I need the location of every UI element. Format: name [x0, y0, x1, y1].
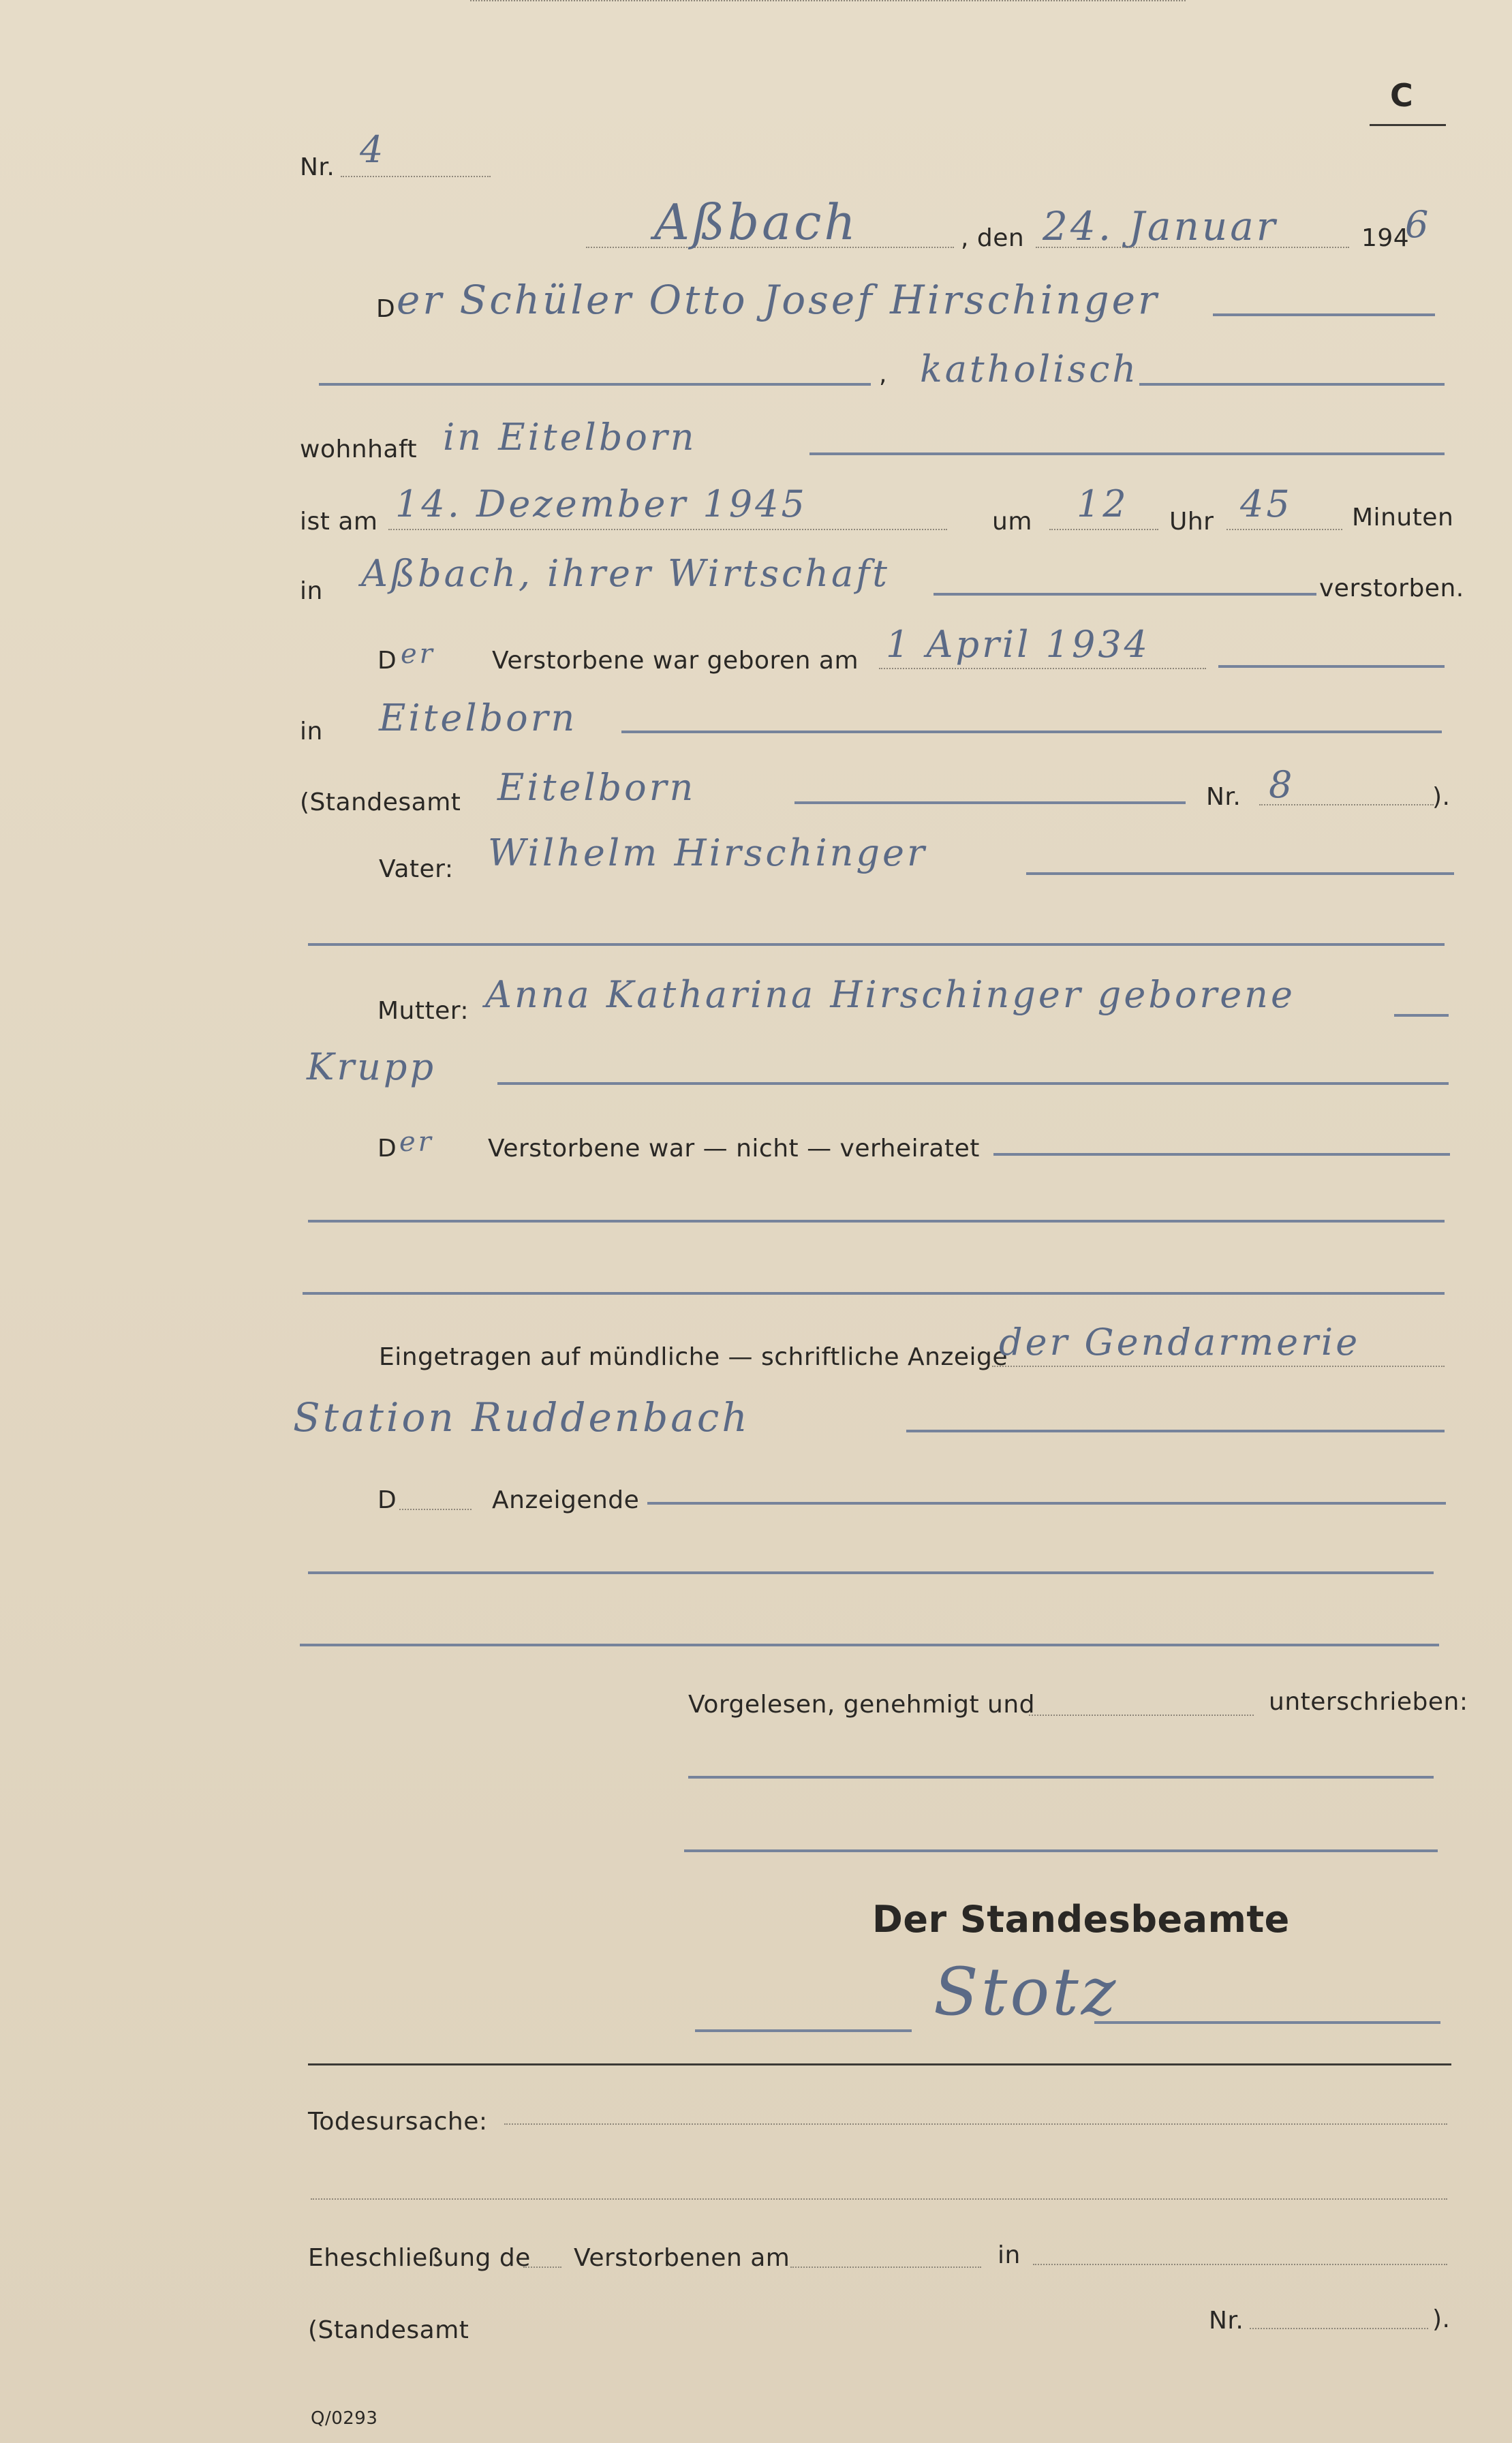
section-separator: [308, 2063, 1451, 2065]
married-line-2: [308, 1220, 1445, 1223]
nr-dots: [341, 176, 491, 177]
nr-entry: 4: [360, 128, 386, 171]
anzeige-entry: der Gendarmerie: [999, 1321, 1361, 1364]
standesamt2-dots: [470, 0, 1186, 1]
anzeige-line-2: [906, 1430, 1445, 1432]
verstorbene-geboren-label: Verstorbene war geboren am: [492, 647, 859, 675]
close-paren: ).: [1432, 783, 1451, 811]
death-day-entry: 14. Dezember 1945: [395, 482, 807, 525]
married-prefix-entry: er: [399, 1126, 434, 1158]
married-line: [993, 1153, 1450, 1156]
in-label-3: in: [998, 2241, 1021, 2269]
death-place-line: [934, 593, 1316, 596]
birth-nr-entry: 8: [1269, 763, 1295, 806]
eheschliessung-label: Eheschließung de: [308, 2244, 531, 2272]
vater-label: Vater:: [379, 855, 454, 883]
todesursache-dots: [504, 2123, 1447, 2125]
mother-line-2: [497, 1082, 1449, 1085]
in-label: in: [300, 577, 323, 605]
anzeige-entry-2: Station Ruddenbach: [293, 1394, 750, 1441]
nr-label-3: Nr.: [1209, 2307, 1244, 2335]
date-entry: 24. Januar: [1043, 203, 1278, 249]
anzeige-dots: [992, 1366, 1445, 1367]
form-code: Q/0293: [311, 2408, 378, 2429]
d-suffix-entry: er: [401, 639, 435, 670]
religion-entry: katholisch: [920, 348, 1139, 390]
anzeigende-line: [647, 1502, 1446, 1505]
year-suffix-entry: 6: [1405, 203, 1432, 246]
signature-line-2: [684, 1849, 1438, 1852]
father-line: [1026, 872, 1454, 875]
todesursache-dots-2: [311, 2198, 1447, 2200]
mother-entry-2: Krupp: [307, 1045, 437, 1088]
person-entry: er Schüler Otto Josef Hirschinger: [397, 277, 1160, 323]
hour-entry: 12: [1077, 482, 1129, 525]
standesamt-label-2: (Standesamt: [308, 2316, 469, 2344]
religion-comma: ,: [879, 360, 887, 388]
person-line: [1213, 313, 1435, 316]
year-prefix: 194: [1361, 224, 1410, 252]
eingetragen-label: Eingetragen auf mündliche — schriftliche Anzeige: [379, 1343, 1008, 1371]
standesbeamte-label: Der Standesbeamte: [872, 1898, 1290, 1941]
mother-entry: Anna Katharina Hirschinger geborene: [485, 973, 1295, 1016]
vorgelesen-label: Vorgelesen, genehmigt und: [688, 1691, 1036, 1719]
wohnhaft-label: wohnhaft: [300, 435, 418, 463]
birth-nr-dots: [1259, 804, 1434, 805]
anzeigende-dots: [399, 1509, 472, 1510]
birth-date-entry: 1 April 1934: [886, 623, 1151, 666]
form-letter-underline: [1370, 124, 1446, 126]
nr-label-2: Nr.: [1206, 783, 1241, 811]
birth-place-entry: Eitelborn: [379, 696, 578, 739]
standesbeamte-line-right: [1094, 2021, 1440, 2024]
todesursache-label: Todesursache:: [308, 2108, 488, 2136]
eheschliessung-dots: [523, 2267, 561, 2268]
unterschrieben-label: unterschrieben:: [1269, 1688, 1468, 1716]
vorgelesen-dots: [1029, 1715, 1254, 1716]
close-paren-2: ).: [1432, 2305, 1451, 2333]
den-label: , den: [961, 224, 1025, 252]
d-prefix-4: D: [377, 1486, 397, 1514]
birth-place-line: [621, 731, 1442, 733]
in-label-2: in: [300, 718, 323, 746]
verstorbenen-am-label: Verstorbenen am: [574, 2244, 790, 2272]
mutter-label: Mutter:: [377, 997, 469, 1025]
religion-line-left: [319, 383, 871, 386]
standesbeamte-line-left: [695, 2029, 912, 2032]
anzeigende-label: Anzeigende: [492, 1486, 640, 1514]
death-place-entry: Aßbach, ihrer Wirtschaft: [361, 552, 890, 595]
birth-standesamt-entry: Eitelborn: [497, 766, 696, 809]
father-entry: Wilhelm Hirschinger: [488, 831, 927, 874]
verstorbenen-am-dots: [790, 2267, 981, 2268]
um-label: um: [992, 508, 1032, 536]
death-day-dots: [388, 529, 947, 530]
minute-entry: 45: [1240, 482, 1293, 525]
nr3-dots: [1250, 2328, 1428, 2329]
signature-line-1: [688, 1776, 1434, 1779]
verheiratet-label: Verstorbene war — nicht — verheiratet: [488, 1135, 980, 1163]
father-line-2: [308, 943, 1445, 946]
birth-date-line: [1218, 665, 1445, 668]
minute-dots: [1226, 529, 1342, 530]
birth-date-dots: [879, 668, 1206, 669]
wohnhaft-entry: in Eitelborn: [443, 416, 697, 459]
d-prefix-3: D: [377, 1135, 397, 1163]
verstorben-label: verstorben.: [1319, 574, 1464, 602]
wohnhaft-line: [809, 452, 1445, 455]
d-prefix: D: [376, 295, 396, 323]
eheschliessung-place-dots: [1033, 2264, 1447, 2265]
married-line-3: [303, 1292, 1445, 1295]
date-dots: [1036, 247, 1349, 248]
place-entry: Aßbach: [654, 194, 859, 251]
form-letter: C: [1390, 77, 1414, 114]
anzeigende-line-2: [308, 1571, 1434, 1574]
standesbeamte-signature: Stotz: [934, 1954, 1119, 2030]
mother-line: [1394, 1014, 1449, 1017]
uhr-label: Uhr: [1169, 508, 1214, 536]
religion-line-right: [1139, 383, 1445, 386]
hour-dots: [1049, 529, 1158, 530]
standesamt-label: (Standesamt: [300, 788, 461, 816]
anzeigende-line-3: [300, 1644, 1439, 1646]
minuten-label: Minuten: [1352, 504, 1454, 532]
ist-am-label: ist am: [300, 508, 378, 536]
nr-label: Nr.: [300, 153, 335, 181]
d-prefix-2: D: [377, 647, 397, 675]
birth-standesamt-line: [794, 801, 1186, 804]
